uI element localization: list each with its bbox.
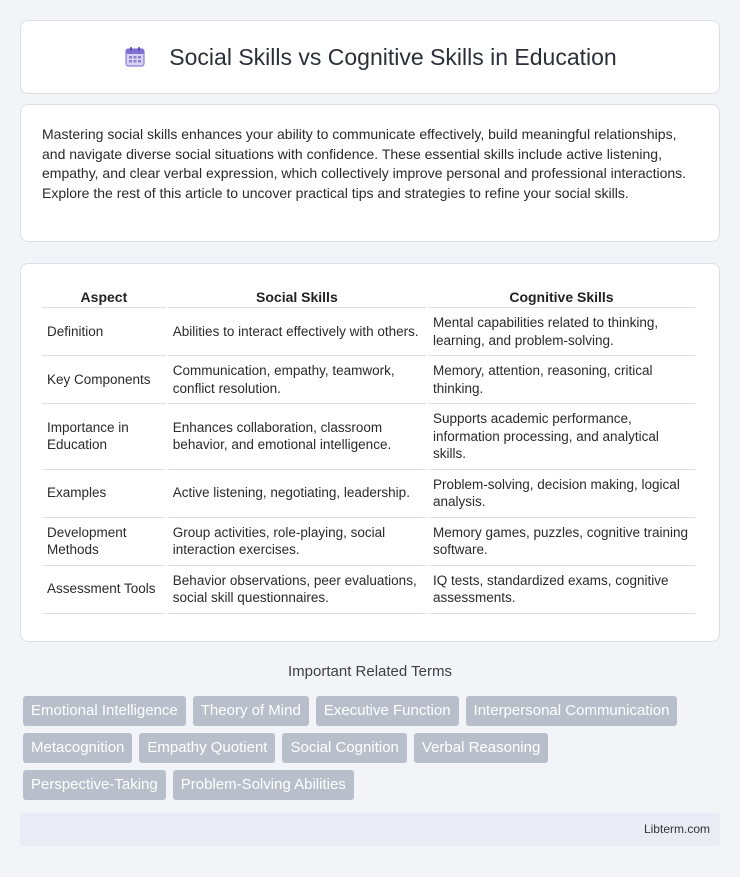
aspect-cell: Key Components [42,356,166,404]
header-cognitive-skills: Cognitive Skills [428,286,695,308]
table-row [42,518,695,566]
cognitive-cell: Memory games, puzzles, cognitive training software. [428,518,695,566]
footer-site-link[interactable]: Libterm.com [643,822,710,836]
aspect-cell: Development Methods [42,518,166,566]
social-cell: Active listening, negotiating, leadership. [168,470,426,518]
header-card [20,20,720,94]
cognitive-cell: IQ tests, standardized exams, cognitive assessments. [428,566,695,614]
header-social-skills: Social Skills [168,286,426,308]
aspect-cell: Assessment Tools [42,566,166,614]
tag-row [23,733,723,763]
aspect-cell: Examples [42,470,166,518]
social-cell: Communication, empathy, teamwork, conflict resolution. [168,356,426,404]
social-cell: Group activities, role-playing, social interaction exercises. [168,518,426,566]
social-cell: Behavior observations, peer evaluations, social skill questionnaires. [168,566,426,614]
related-terms-title: Important Related Terms [288,663,452,680]
cognitive-cell: Mental capabilities related to thinking, learning, and problem-solving. [428,308,695,356]
table-row [42,404,695,470]
cognitive-cell: Supports academic performance, information processing, and analytical skills. [428,404,695,470]
tag-interpersonal-communication[interactable]: Interpersonal Communication [466,696,678,726]
table-header-row [42,286,695,308]
social-cell: Enhances collaboration, classroom behavior, and emotional intelligence. [168,404,426,470]
aspect-cell: Definition [42,308,166,356]
header-aspect: Aspect [42,286,166,308]
footer [20,813,720,846]
tag-perspective-taking[interactable]: Perspective-Taking [23,770,166,800]
table-row [42,308,695,356]
table-row [42,566,695,614]
tag-emotional-intelligence[interactable]: Emotional Intelligence [23,696,186,726]
intro-card [20,104,720,242]
aspect-cell: Importance in Education [42,404,166,470]
related-terms-list [23,696,723,807]
tag-empathy-quotient[interactable]: Empathy Quotient [139,733,275,763]
tag-metacognition[interactable]: Metacognition [23,733,132,763]
tag-social-cognition[interactable]: Social Cognition [282,733,406,763]
calendar-icon [123,45,147,69]
tag-theory-of-mind[interactable]: Theory of Mind [193,696,309,726]
cognitive-cell: Memory, attention, reasoning, critical thinking. [428,356,695,404]
cognitive-cell: Problem-solving, decision making, logical analysis. [428,470,695,518]
social-cell: Abilities to interact effectively with others. [168,308,426,356]
tag-executive-function[interactable]: Executive Function [316,696,459,726]
table-row [42,470,695,518]
table-row [42,356,695,404]
comparison-table [40,286,697,614]
tag-row [23,696,723,726]
intro-paragraph: Mastering social skills enhances your ability to communicate effectively, build meaningful relationships, and navigate diverse social situations with confidence. These essential skills include active listening, empathy, and clear verbal expression, which collectively improve personal and professional interactions. Explore the rest of this article to uncover practical tips and strategies to refine your social skills. [42,126,687,201]
tag-row [23,770,723,800]
page-title: Social Skills vs Cognitive Skills in Education [169,43,617,70]
comparison-table-card [20,263,720,642]
tag-verbal-reasoning[interactable]: Verbal Reasoning [414,733,548,763]
tag-problem-solving-abilities[interactable]: Problem-Solving Abilities [173,770,354,800]
